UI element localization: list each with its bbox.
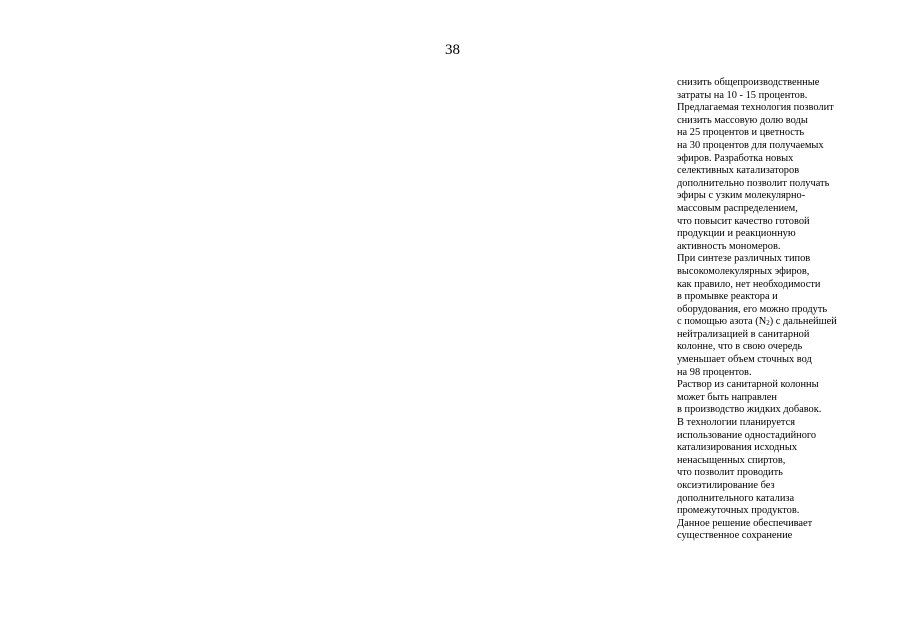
- text-line: высокомолекулярных эфиров,: [677, 265, 810, 277]
- text-line: нейтрализацией в санитарной: [677, 328, 810, 340]
- text-line: снизить массовую долю воды: [677, 114, 808, 126]
- page-number: 38: [445, 42, 460, 58]
- text-line: селективных катализаторов: [677, 165, 800, 177]
- text-line: Раствор из санитарной колонны: [677, 379, 819, 391]
- text-line: дополнительно позволит получать: [677, 177, 830, 189]
- text-line: ненасыщенных спиртов,: [677, 454, 786, 466]
- text-line: В технологии планируется: [677, 417, 795, 429]
- text-line-part: с помощью азота (N: [677, 316, 767, 328]
- text-line: что повысит качество готовой: [677, 215, 810, 227]
- text-line: эфиры с узким молекулярно-: [677, 190, 806, 202]
- text-line: колонне, что в свою очередь: [677, 341, 803, 353]
- text-line: на 25 процентов и цветность: [677, 127, 805, 139]
- text-line: снизить общепроизводственные: [677, 77, 820, 88]
- text-line: активность мономеров.: [677, 240, 781, 252]
- text-line: При синтезе различных типов: [677, 253, 811, 265]
- text-line: в промывке реактора и: [677, 291, 778, 303]
- text-line: может быть направлен: [677, 391, 777, 403]
- text-line: как правило, нет необходимости: [677, 278, 821, 290]
- text-line-part: ) с дальнейшей: [769, 316, 837, 328]
- text-line: промежуточных продуктов.: [677, 505, 800, 517]
- text-line: Предлагаемая технология позволит: [677, 102, 834, 114]
- text-line: катализирования исходных: [677, 442, 798, 454]
- body-text-column: [677, 77, 897, 543]
- text-line: массовым распределением,: [677, 202, 798, 214]
- text-line: что позволит проводить: [677, 467, 783, 479]
- text-line: существенное сохранение: [677, 530, 793, 542]
- text-line: Данное решение обеспечивает: [677, 517, 813, 529]
- text-line: оксиэтилирование без: [677, 480, 775, 491]
- chemical-subscript: 2: [766, 319, 770, 328]
- text-line: [677, 316, 897, 329]
- text-line: на 98 процентов.: [677, 366, 752, 378]
- text-line: затраты на 10 - 15 процентов.: [677, 89, 808, 101]
- text-line: уменьшает объем сточных вод: [677, 354, 812, 366]
- text-line: на 30 процентов для получаемых: [677, 139, 824, 151]
- text-line: дополнительного катализа: [677, 492, 795, 504]
- text-line: использование одностадийного: [677, 429, 817, 441]
- text-line: продукции и реакционную: [677, 228, 796, 240]
- text-line: эфиров. Разработка новых: [677, 152, 794, 164]
- text-line: в производство жидких добавок.: [677, 404, 822, 416]
- text-line: оборудования, его можно продуть: [677, 303, 828, 315]
